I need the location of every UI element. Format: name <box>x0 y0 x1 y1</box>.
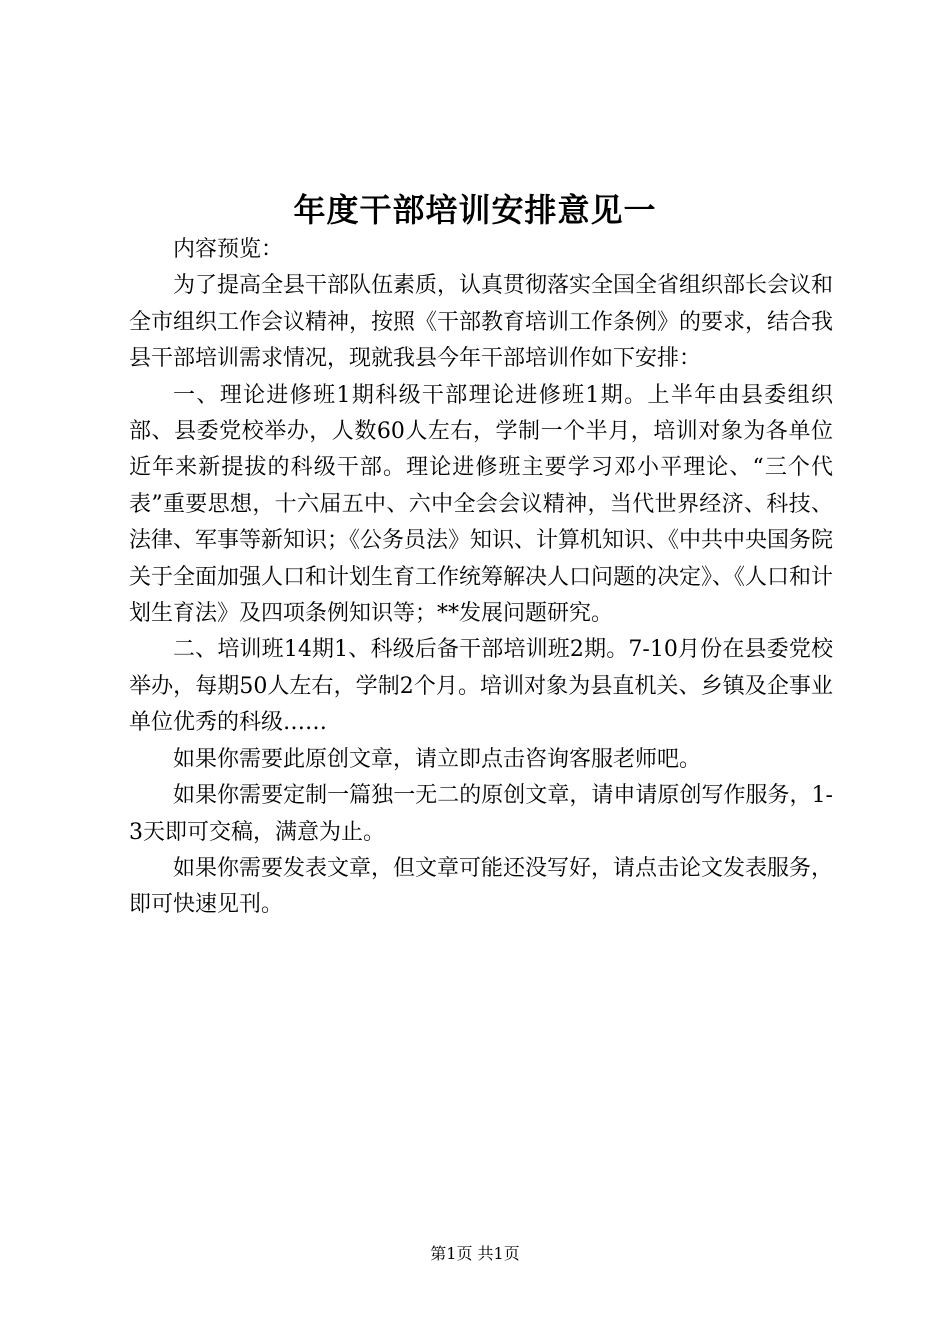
document-body <box>129 232 833 924</box>
intro-paragraph: 为了提高全县干部队伍素质，认真贯彻落实全国全省组织部长会议和全市组织工作会议精神，按照《干部教育培训工作条例》的要求，结合我县干部培训需求情况，现就我县今年干部培训作如下安排： <box>129 273 834 372</box>
document-title: 年度干部培训安排意见一 <box>293 191 657 229</box>
page-number-footer: 第1页 共1页 <box>430 1244 520 1263</box>
section-one-paragraph: 一、理论进修班1期科级干部理论进修班1期。上半年由县委组织部、县委党校举办，人数60人左右，学制一个半月，培训对象为各单位近年来新提拔的科级干部。理论进修班主要学习邓小平理论、“三个代表”重要思想，十六届五中、六中全会会议精神，当代世界经济、科技、法律、军事等新知识；《公务员法》知识、计算机知识、《中共中央国务院关于全面加强人口和计划生育工作统筹解决人口问题的决定》、《人口和计划生育法》及四项条例知识等；**发展问题研究。 <box>129 382 834 627</box>
custom-writing-paragraph[interactable]: 如果你需要定制一篇独一无二的原创文章，请申请原创写作服务，1-3天即可交稿，满意为止。 <box>129 783 833 845</box>
publishing-service-paragraph[interactable]: 如果你需要发表文章，但文章可能还没写好，请点击论文发表服务，即可快速见刊。 <box>129 855 834 918</box>
preview-label: 内容预览： <box>173 237 284 262</box>
section-two-paragraph: 二、培训班14期1、科级后备干部培训班2期。7-10月份在县委党校举办，每期50人左右，学制2个月。培训对象为县直机关、乡镇及企事业单位优秀的科级…… <box>129 637 833 736</box>
consult-link-paragraph[interactable]: 如果你需要此原创文章，请立即点击咨询客服老师吧。 <box>173 746 702 772</box>
